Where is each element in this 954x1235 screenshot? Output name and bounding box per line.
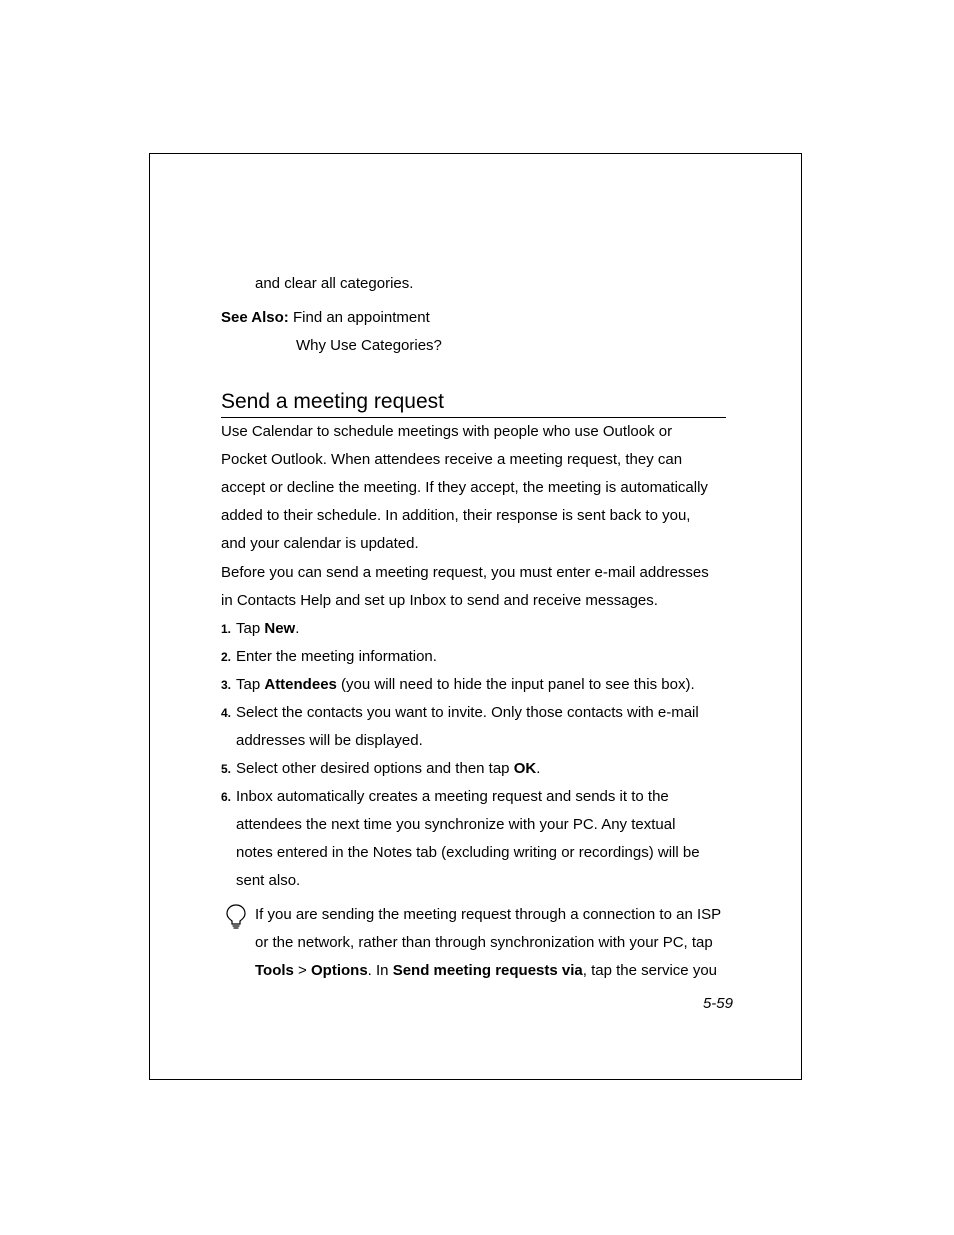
paragraph-prereq (221, 559, 741, 615)
paragraph-intro (221, 418, 741, 558)
step-number: 2. (221, 650, 232, 664)
list-item: 4. Select the contacts you want to invite. Only those contacts with e-mail addresses will be displayed. (221, 699, 741, 755)
list-item: 1. Tap New. (221, 615, 741, 643)
paragraph-line: Use Calendar to schedule meetings with people who use Outlook or (221, 423, 673, 440)
see-also-link-why-categories[interactable]: Why Use Categories? (296, 337, 442, 354)
step-number: 3. (221, 678, 232, 692)
paragraph-line: Pocket Outlook. When attendees receive a meeting request, they can (221, 451, 683, 468)
see-also (221, 304, 430, 332)
steps-list (221, 615, 741, 895)
lightbulb-icon (224, 903, 248, 931)
tip-line: or the network, rather than through synchronization with your PC, tap (255, 934, 713, 951)
paragraph-line: Before you can send a meeting request, you must enter e-mail addresses (221, 564, 709, 581)
paragraph-line: in Contacts Help and set up Inbox to send and receive messages. (221, 592, 658, 609)
tip-line: Tools > Options. In Send meeting requests via, tap the service you (255, 962, 718, 979)
tip-line: If you are sending the meeting request through a connection to an ISP (255, 906, 722, 923)
tip-note (255, 901, 745, 985)
list-item: 6. Inbox automatically creates a meeting request and sends it to the attendees the next time you synchronize with your PC. Any textual notes entered in the Notes tab (excluding writing or recordings) will be sent also. (221, 783, 741, 895)
continuation-text: and clear all categories. (255, 275, 414, 292)
paragraph-line: accept or decline the meeting. If they accept, the meeting is automatically (221, 479, 708, 496)
paragraph-line: added to their schedule. In addition, their response is sent back to you, (221, 507, 691, 524)
list-item: 2. Enter the meeting information. (221, 643, 741, 671)
step-number: 5. (221, 762, 232, 776)
list-item: 3. Tap Attendees (you will need to hide the input panel to see this box). (221, 671, 741, 699)
list-item: 5. Select other desired options and then tap OK. (221, 755, 741, 783)
paragraph-line: and your calendar is updated. (221, 535, 419, 552)
step-number: 1. (221, 622, 232, 636)
step-number: 4. (221, 706, 232, 720)
see-also-link-find-appointment[interactable]: Find an appointment (292, 309, 430, 326)
see-also-label: See Also: (221, 309, 289, 326)
page-number: 5-59 (702, 995, 733, 1012)
step-number: 6. (221, 790, 232, 804)
section-heading: Send a meeting request (221, 388, 726, 418)
